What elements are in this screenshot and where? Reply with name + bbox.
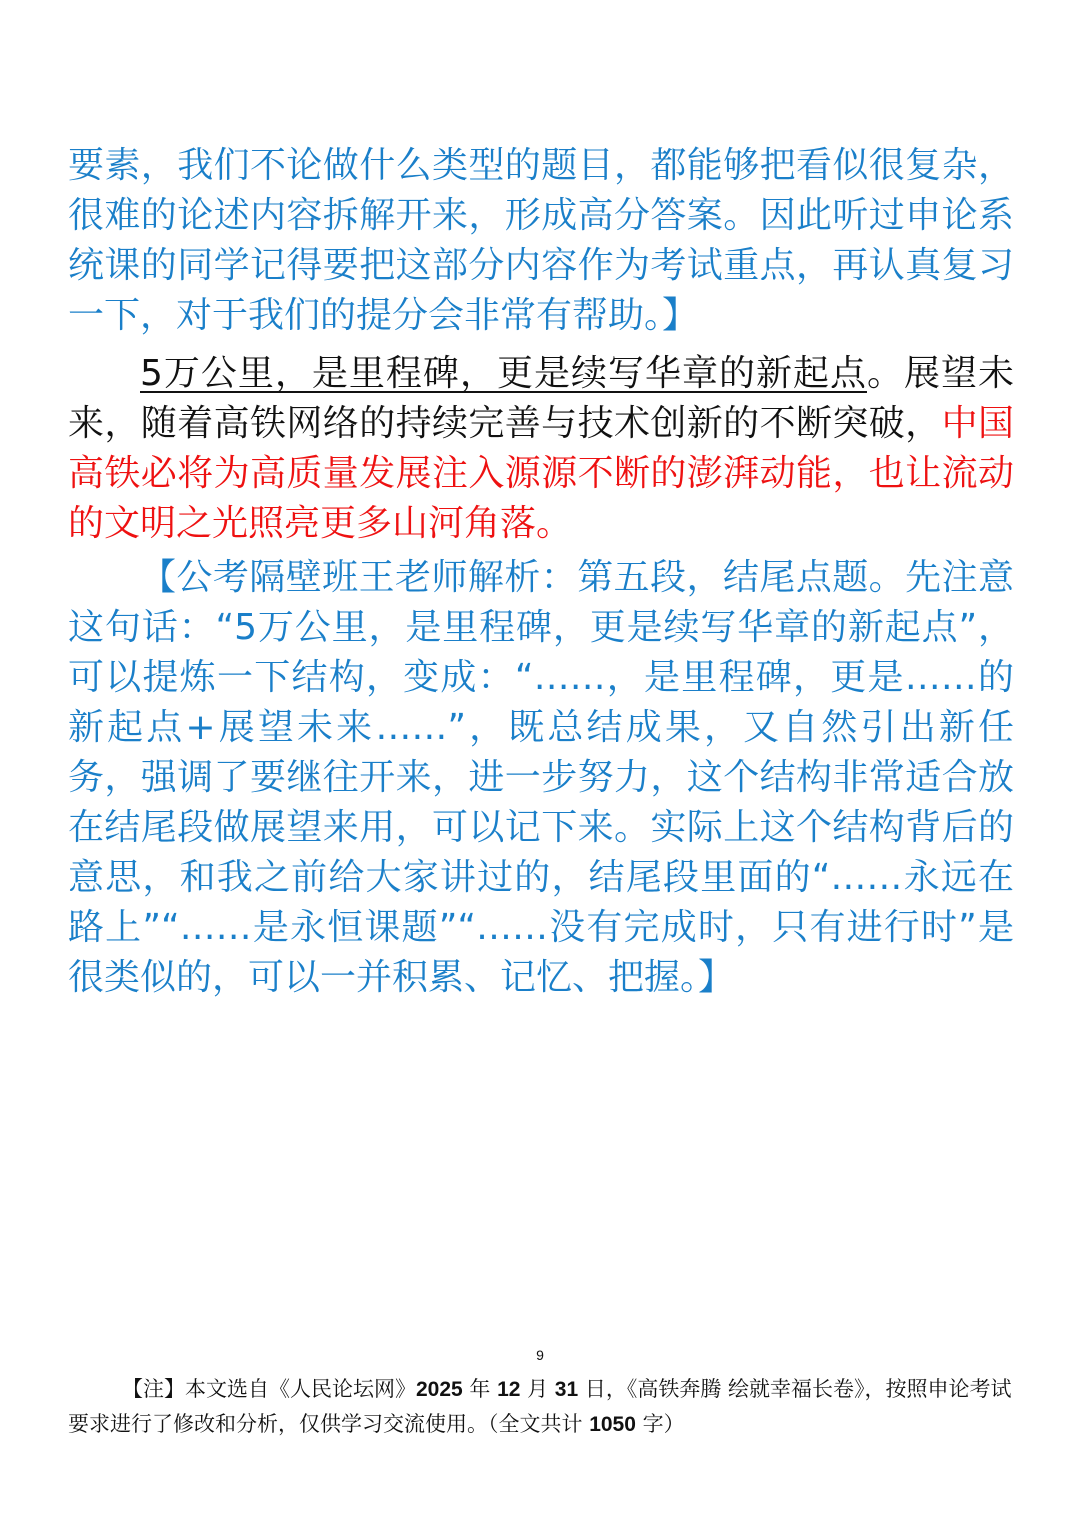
- underlined-key-sentence: 5万公里，是里程碑，更是续写华章的新起点: [140, 353, 867, 394]
- highlighted-key-sentence: 中国高铁必将为高质量发展注入源源不断的澎湃动能，也让流动的文明之光照亮更多山河角落。: [68, 403, 1014, 544]
- teacher-analysis-paragraph: [68, 553, 1014, 1003]
- footnote-word-count: 1050: [589, 1413, 636, 1436]
- footnote-text: 月: [520, 1377, 555, 1401]
- footnote-text: 年: [462, 1377, 498, 1401]
- page-number: 9: [536, 1347, 544, 1363]
- article-paragraph-five: [68, 349, 1014, 549]
- source-footnote: [68, 1372, 1014, 1442]
- footnote-text: 【注】本文选自《人民论坛网》: [122, 1377, 416, 1401]
- footnote-month: 12: [497, 1378, 521, 1401]
- body-text: 。展望未来，随着高铁网络的持续完善与技术创新的不断突破，: [68, 353, 1014, 444]
- analysis-text: 【公考隔壁班王老师解析：第五段，结尾点题。先注意这句话：“5万公里，是里程碑，更是续写华章的新起点”，可以提炼一下结构，变成：“……，是里程碑，更是……的新起点+展望未来……”，既总结成果，又自然引出新任务，强调了要继往开来，进一步努力，这个结构非常适合放在结尾段做展望来用，可以记下来。实际上这个结构背后的意思，和我之前给大家讲过的，结尾段里面的“……永远在路上”“……是永恒课题”“……没有完成时，只有进行时”是很类似的，可以一并积累、记忆、把握。】: [68, 557, 1014, 998]
- footnote-text: 字）: [635, 1412, 685, 1436]
- analysis-paragraph-continued: [68, 141, 1014, 341]
- footnote-year: 2025: [416, 1378, 463, 1401]
- analysis-text: 要素，我们不论做什么类型的题目，都能够把看似很复杂，很难的论述内容拆解开来，形成高分答案。因此听过申论系统课的同学记得要把这部分内容作为考试重点，再认真复习一下，对于我们的提分会非常有帮助。】: [68, 145, 1014, 336]
- footnote-day: 31: [554, 1378, 579, 1401]
- footnote-text: 日，《高铁奔腾 绘就幸福长卷》，按照申论考试要求进行了修改和分析，仅供学习交流使用。（全文共计: [68, 1377, 1012, 1436]
